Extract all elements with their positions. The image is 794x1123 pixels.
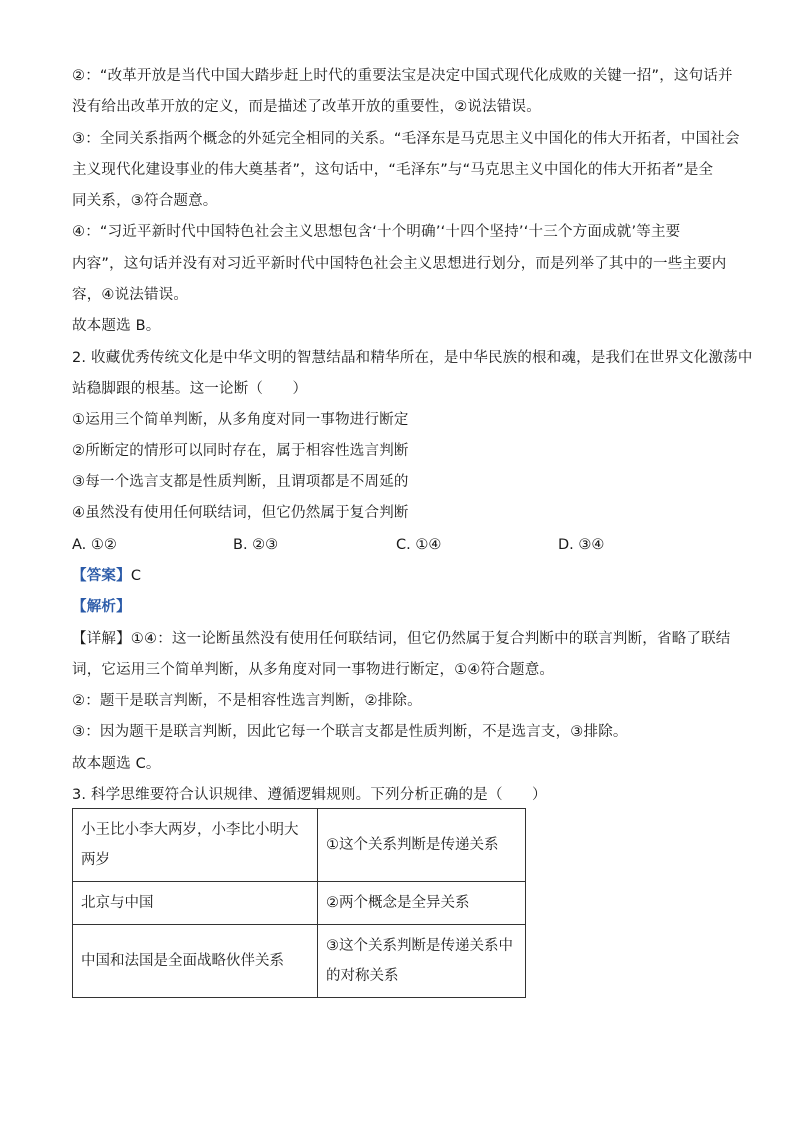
statement-4: ④虽然没有使用任何联结词，但它仍然属于复合判断 (72, 505, 409, 521)
statement-1: ①运用三个简单判断，从多角度对同一事物进行断定 (72, 412, 409, 428)
table-cell: ②两个概念是全异关系 (318, 882, 526, 925)
analysis-label: 【解析】 (72, 599, 131, 615)
statement-3: ③每一个选言支都是性质判断，且谓项都是不周延的 (72, 474, 409, 490)
statement-2: ②所断定的情形可以同时存在，属于相容性选言判断 (72, 443, 409, 459)
question-3-stem: 3. 科学思维要符合认识规律、遵循逻辑规则。下列分析正确的是（ ） (72, 787, 547, 803)
text-line: 容，④说法错误。 (72, 287, 189, 303)
detail-line: 词，它运用三个简单判断，从多角度对同一事物进行断定，①④符合题意。 (72, 662, 555, 678)
detail-line: ②：题干是联言判断，不是相容性选言判断，②排除。 (72, 693, 422, 709)
text-line: ④：“习近平新时代中国特色社会主义思想包含‘十个明确’‘十四个坚持’‘十三个方面成就’等主要 (72, 224, 681, 240)
table-cell: ①这个关系判断是传递关系 (318, 809, 526, 882)
question-3-table (72, 808, 526, 998)
option-c: C. ①④ (396, 537, 442, 553)
option-b: B. ②③ (233, 537, 279, 553)
answer-line (72, 566, 141, 586)
analysis-label-line (72, 597, 131, 617)
question-2-stem: 2. 收藏优秀传统文化是中华文明的智慧结晶和精华所在，是中华民族的根和魂，是我们在世界文化激荡中 (72, 350, 753, 366)
text-line: 内容”，这句话并没有对习近平新时代中国特色社会主义思想进行划分，而是列举了其中的一些主要内 (72, 256, 727, 272)
conclusion-line: 故本题选 C。 (72, 756, 161, 772)
text-line: ②：“改革开放是当代中国大踏步赶上时代的重要法宝是决定中国式现代化成败的关键一招”，这句话并 (72, 68, 733, 84)
table-cell: ③这个关系判断是传递关系中的对称关系 (318, 925, 526, 998)
table-row (73, 925, 526, 998)
table-row (73, 809, 526, 882)
answer-value: C (130, 568, 142, 584)
question-2-stem-cont: 站稳脚跟的根基。这一论断（ ） (72, 381, 308, 397)
text-line: ③：全同关系指两个概念的外延完全相同的关系。“毛泽东是马克思主义中国化的伟大开拓者，中国社会 (72, 131, 740, 147)
conclusion-line: 故本题选 B。 (72, 318, 161, 334)
detail-line: ③：因为题干是联言判断，因此它每一个联言支都是性质判断，不是选言支，③排除。 (72, 724, 628, 740)
text-line: 没有给出改革开放的定义，而是描述了改革开放的重要性，②说法错误。 (72, 99, 541, 115)
option-d: D. ③④ (558, 537, 605, 553)
table-cell: 小王比小李大两岁，小李比小明大两岁 (73, 809, 318, 882)
answer-label: 【答案】 (72, 568, 131, 584)
text-line: 同关系，③符合题意。 (72, 193, 218, 209)
table-cell: 中国和法国是全面战略伙伴关系 (73, 925, 318, 998)
text-line: 主义现代化建设事业的伟大奠基者”，这句话中，“毛泽东”与“马克思主义中国化的伟大开拓者”是全 (72, 162, 714, 178)
table-cell: 北京与中国 (73, 882, 318, 925)
table-row (73, 882, 526, 925)
option-a: A. ①② (72, 537, 117, 553)
detail-line: 【详解】①④：这一论断虽然没有使用任何联结词，但它仍然属于复合判断中的联言判断，省略了联结 (72, 631, 731, 647)
